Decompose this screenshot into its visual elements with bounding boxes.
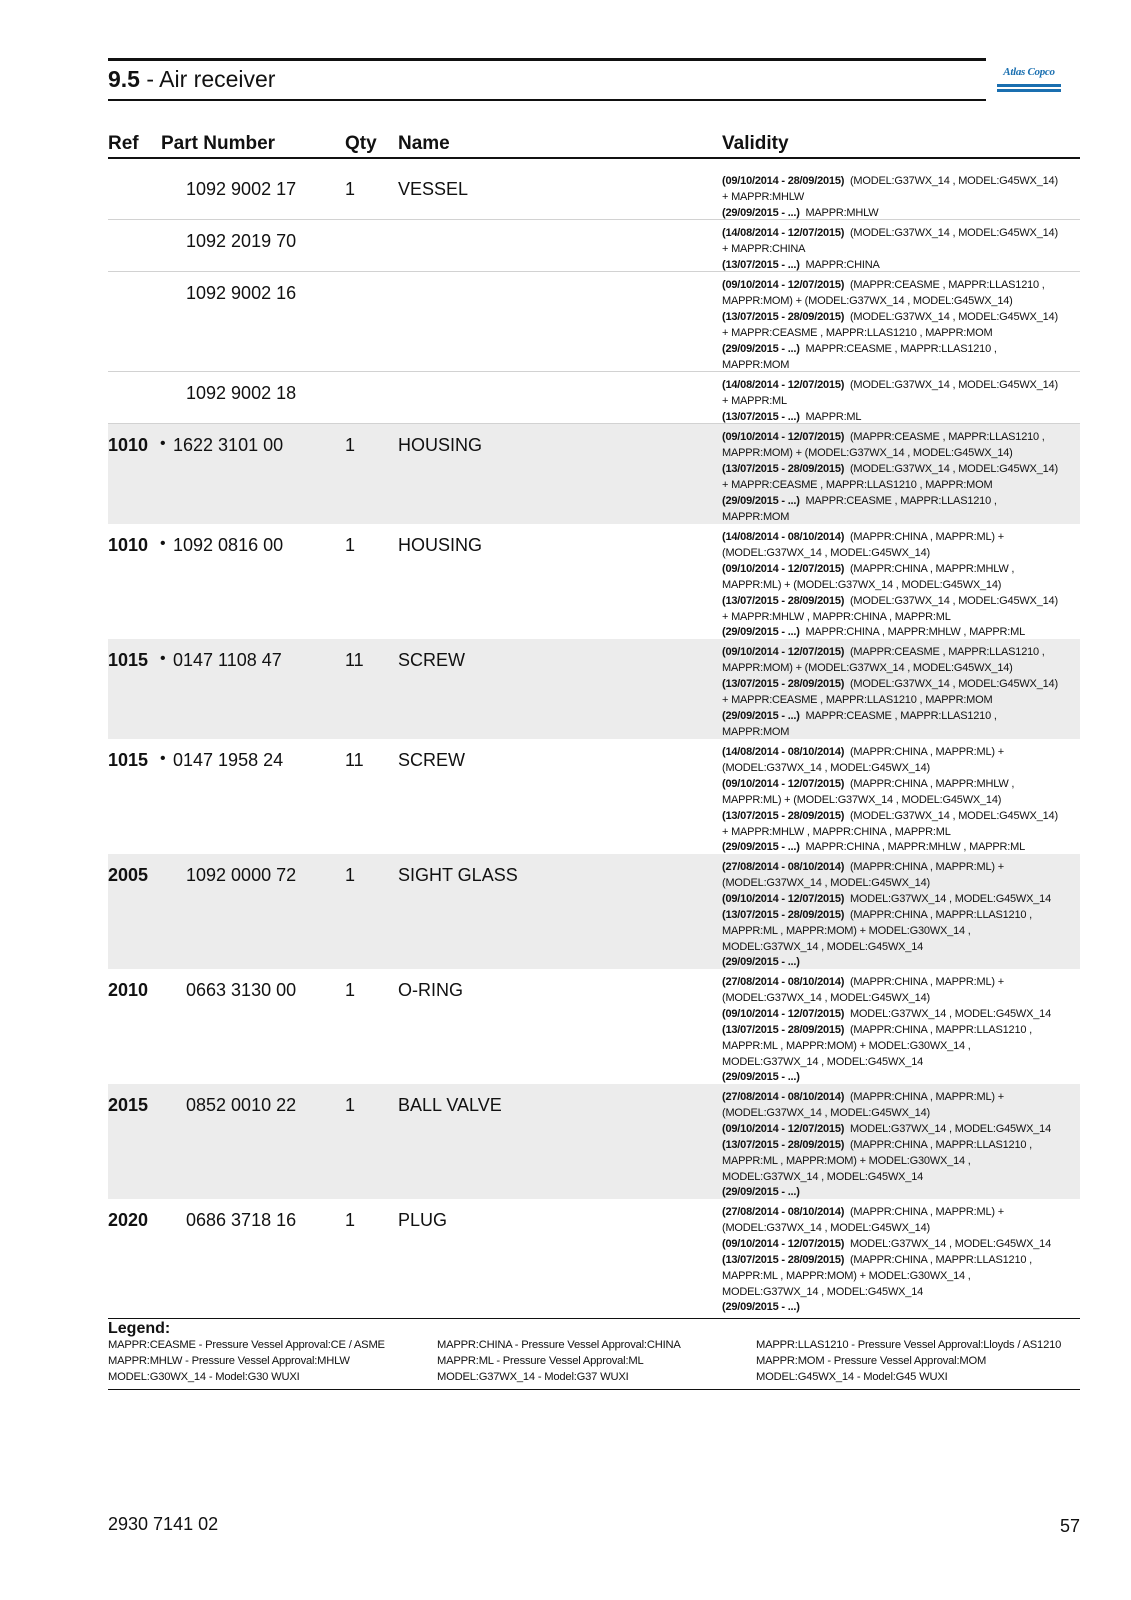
validity-date-range: (27/08/2014 - 08/10/2014) (722, 1206, 845, 1218)
validity-condition: (MODEL:G37WX_14 , MODEL:G45WX_14) (849, 462, 1058, 475)
validity-date-range: (09/10/2014 - 12/07/2015) (722, 431, 845, 443)
table-row (108, 854, 1080, 969)
validity-line (722, 1237, 1077, 1253)
validity-condition: MAPPR:CEASME , MAPPR:LLAS1210 , (805, 494, 997, 507)
validity-date-range: (29/09/2015 - ...) (722, 206, 800, 219)
validity-line (722, 278, 1077, 294)
validity-line (722, 876, 1077, 892)
validity-condition: MODEL:G37WX_14 , MODEL:G45WX_14 (849, 1237, 1051, 1250)
validity-line (722, 1269, 1077, 1285)
validity-line (722, 1253, 1077, 1269)
validity-line (722, 174, 1077, 190)
ref-number: 1010 (108, 435, 149, 455)
bullet-icon: • (160, 650, 166, 667)
validity-line (722, 1221, 1077, 1237)
validity-condition: MODEL:G37WX_14 , MODEL:G45WX_14 (722, 1285, 924, 1298)
header-bottom-rule (108, 99, 986, 101)
validity-line (722, 378, 1077, 394)
validity-condition: MAPPR:MOM) + (MODEL:G37WX_14 , MODEL:G45WX_14) (722, 661, 1013, 674)
validity-condition: MAPPR:ML , MAPPR:MOM) + MODEL:G30WX_14 , (722, 1269, 971, 1282)
table-row (108, 272, 1080, 372)
ref-number: 2010 (108, 980, 149, 1000)
validity-condition: + MAPPR:CEASME , MAPPR:LLAS1210 , MAPPR:MOM (722, 693, 993, 706)
validity-line (722, 940, 1077, 956)
part-number: 1092 2019 70 (186, 231, 297, 251)
validity-condition: (MAPPR:CHINA , MAPPR:ML) + (849, 531, 1004, 543)
validity-condition: (MAPPR:CHINA , MAPPR:LLAS1210 , (849, 908, 1033, 921)
page-title (108, 64, 275, 94)
validity-date-range: (29/09/2015 - ...) (722, 1186, 800, 1199)
validity-line (722, 1106, 1077, 1122)
validity-condition: (MODEL:G37WX_14 , MODEL:G45WX_14) (849, 227, 1058, 239)
ref-number: 2020 (108, 1210, 149, 1230)
validity-date-range: (09/10/2014 - 12/07/2015) (722, 892, 845, 905)
part-name: BALL VALVE (398, 1095, 502, 1115)
validity-cell (722, 174, 1077, 222)
validity-line (722, 745, 1077, 761)
part-number: 1092 0816 00 (173, 535, 284, 555)
column-header-ref: Ref (108, 133, 139, 154)
validity-line (722, 645, 1077, 661)
validity-cell (722, 430, 1077, 525)
validity-date-range: (09/10/2014 - 12/07/2015) (722, 1237, 845, 1250)
validity-line (722, 1039, 1077, 1055)
validity-condition: MAPPR:MOM) + (MODEL:G37WX_14 , MODEL:G45WX_14) (722, 294, 1013, 307)
validity-date-range: (27/08/2014 - 08/10/2014) (722, 976, 845, 988)
validity-date-range: (14/08/2014 - 08/10/2014) (722, 531, 845, 543)
part-number: 1622 3101 00 (173, 435, 284, 455)
validity-date-range: (14/08/2014 - 12/07/2015) (722, 227, 845, 239)
part-number: 0147 1108 47 (173, 650, 282, 670)
validity-date-range: (09/10/2014 - 12/07/2015) (722, 777, 845, 790)
validity-condition: (MODEL:G37WX_14 , MODEL:G45WX_14) (849, 310, 1058, 323)
bullet-icon: • (160, 435, 166, 452)
validity-condition: (MAPPR:CEASME , MAPPR:LLAS1210 , (849, 279, 1045, 291)
table-row (108, 739, 1080, 854)
validity-condition: (MODEL:G37WX_14 , MODEL:G45WX_14) (722, 876, 930, 889)
column-header-rule (108, 157, 1080, 159)
validity-line (722, 546, 1077, 562)
part-number: 1092 9002 17 (186, 179, 297, 199)
validity-condition: (MODEL:G37WX_14 , MODEL:G45WX_14) (849, 594, 1058, 607)
validity-condition: (MODEL:G37WX_14 , MODEL:G45WX_14) (722, 761, 930, 774)
validity-condition: + MAPPR:MHLW , MAPPR:CHINA , MAPPR:ML (722, 610, 951, 623)
legend-item: MAPPR:MHLW - Pressure Vessel Approval:MHLW (108, 1355, 350, 1367)
part-name: SCREW (398, 750, 465, 770)
validity-line (722, 1023, 1077, 1039)
legend-item: MODEL:G30WX_14 - Model:G30 WUXI (108, 1371, 300, 1383)
validity-date-range: (29/09/2015 - ...) (722, 494, 800, 507)
validity-date-range: (29/09/2015 - ...) (722, 342, 800, 355)
part-number: 1092 9002 18 (186, 383, 297, 403)
validity-condition: (MODEL:G37WX_14 , MODEL:G45WX_14) (849, 677, 1058, 690)
column-header-qty: Qty (345, 133, 377, 154)
validity-line (722, 430, 1077, 446)
document-number: 2930 7141 02 (108, 1514, 219, 1534)
validity-condition: + MAPPR:MHLW (722, 190, 805, 203)
validity-condition: (MODEL:G37WX_14 , MODEL:G45WX_14) (722, 991, 930, 1004)
validity-condition: (MAPPR:CHINA , MAPPR:ML) + (849, 1091, 1004, 1103)
validity-date-range: (13/07/2015 - 28/09/2015) (722, 1023, 845, 1036)
validity-line (722, 1138, 1077, 1154)
validity-condition: + MAPPR:CHINA (722, 242, 806, 255)
validity-line (722, 709, 1077, 725)
validity-line (722, 610, 1077, 626)
part-number: 0852 0010 22 (186, 1095, 297, 1115)
validity-line (722, 342, 1077, 358)
validity-condition: + MAPPR:CEASME , MAPPR:LLAS1210 , MAPPR:MOM (722, 478, 993, 491)
legend-item: MODEL:G37WX_14 - Model:G37 WUXI (437, 1371, 629, 1383)
validity-line (722, 190, 1077, 206)
validity-cell (722, 645, 1077, 740)
legend-item: MODEL:G45WX_14 - Model:G45 WUXI (756, 1371, 948, 1383)
validity-line (722, 1007, 1077, 1023)
quantity: 1 (345, 1210, 356, 1230)
validity-line (722, 677, 1077, 693)
section-number: 9.5 (108, 66, 140, 92)
validity-date-range: (13/07/2015 - 28/09/2015) (722, 1138, 845, 1151)
logo-bar-top (997, 84, 1061, 87)
validity-line (722, 1055, 1077, 1071)
validity-cell (722, 860, 1077, 971)
legend-item: MAPPR:CEASME - Pressure Vessel Approval:CE / ASME (108, 1339, 385, 1351)
validity-line (722, 975, 1077, 991)
bullet-icon: • (160, 535, 166, 552)
validity-line (722, 991, 1077, 1007)
validity-condition: MAPPR:MOM (722, 510, 790, 523)
validity-date-range: (29/09/2015 - ...) (722, 626, 800, 639)
validity-line (722, 462, 1077, 478)
validity-condition: (MAPPR:CHINA , MAPPR:ML) + (849, 861, 1004, 873)
table-row (108, 424, 1080, 524)
validity-line (722, 1090, 1077, 1106)
validity-condition: MAPPR:ML (805, 410, 862, 423)
column-header-part-number: Part Number (161, 133, 276, 154)
validity-line (722, 594, 1077, 610)
validity-condition: MAPPR:ML) + (MODEL:G37WX_14 , MODEL:G45WX_14) (722, 578, 1002, 591)
legend-bottom-rule (108, 1389, 1080, 1390)
validity-date-range: (09/10/2014 - 12/07/2015) (722, 279, 845, 291)
validity-date-range: (27/08/2014 - 08/10/2014) (722, 1091, 845, 1103)
header-top-rule (108, 58, 986, 61)
validity-condition: (MAPPR:CHINA , MAPPR:MHLW , (849, 777, 1015, 790)
part-name: O-RING (398, 980, 463, 1000)
quantity: 1 (345, 1095, 356, 1115)
validity-date-range: (09/10/2014 - 28/09/2015) (722, 175, 845, 187)
validity-date-range: (13/07/2015 - 28/09/2015) (722, 908, 845, 921)
table-row (108, 168, 1080, 220)
validity-condition: MAPPR:ML , MAPPR:MOM) + MODEL:G30WX_14 , (722, 1039, 971, 1052)
validity-condition: MAPPR:CEASME , MAPPR:LLAS1210 , (805, 709, 997, 722)
table-row (108, 372, 1080, 424)
validity-date-range: (13/07/2015 - 28/09/2015) (722, 1253, 845, 1266)
validity-cell (722, 975, 1077, 1086)
part-name: VESSEL (398, 179, 469, 199)
validity-line (722, 1154, 1077, 1170)
validity-cell (722, 1205, 1077, 1316)
validity-date-range: (09/10/2014 - 12/07/2015) (722, 1122, 845, 1135)
validity-condition: MAPPR:CEASME , MAPPR:LLAS1210 , (805, 342, 997, 355)
validity-line (722, 310, 1077, 326)
validity-date-range: (14/08/2014 - 12/07/2015) (722, 379, 845, 391)
part-name: SIGHT GLASS (398, 865, 518, 885)
validity-line (722, 294, 1077, 310)
validity-date-range: (27/08/2014 - 08/10/2014) (722, 861, 845, 873)
ref-number: 2005 (108, 865, 149, 885)
quantity: 1 (345, 865, 356, 885)
ref-number: 1010 (108, 535, 149, 555)
validity-line (722, 661, 1077, 677)
part-name: HOUSING (398, 535, 483, 555)
validity-date-range: (29/09/2015 - ...) (722, 1301, 800, 1314)
validity-line (722, 446, 1077, 462)
validity-line (722, 924, 1077, 940)
validity-condition: MAPPR:ML , MAPPR:MOM) + MODEL:G30WX_14 , (722, 924, 971, 937)
legend-title: Legend: (108, 1320, 171, 1337)
validity-condition: (MAPPR:CHINA , MAPPR:LLAS1210 , (849, 1138, 1033, 1151)
page-number: 57 (1059, 1516, 1080, 1536)
validity-condition: (MAPPR:CHINA , MAPPR:LLAS1210 , (849, 1023, 1033, 1036)
validity-condition: (MAPPR:CHINA , MAPPR:MHLW , (849, 562, 1015, 575)
validity-cell (722, 745, 1077, 856)
logo-bar-bottom (997, 89, 1061, 92)
validity-date-range: (29/09/2015 - ...) (722, 1071, 800, 1084)
table-row (108, 969, 1080, 1084)
validity-cell (722, 278, 1077, 373)
validity-cell (722, 1090, 1077, 1201)
ref-number: 1015 (108, 650, 149, 670)
validity-line (722, 494, 1077, 510)
column-header-name: Name (398, 133, 450, 154)
validity-line (722, 478, 1077, 494)
validity-condition: MODEL:G37WX_14 , MODEL:G45WX_14 (849, 1122, 1051, 1135)
validity-condition: (MODEL:G37WX_14 , MODEL:G45WX_14) (849, 175, 1058, 187)
part-name: SCREW (398, 650, 465, 670)
part-number: 1092 9002 16 (186, 283, 297, 303)
validity-line (722, 326, 1077, 342)
ref-number: 1015 (108, 750, 149, 770)
validity-line (722, 1300, 1077, 1316)
validity-line (722, 892, 1077, 908)
validity-condition: + MAPPR:MHLW , MAPPR:CHINA , MAPPR:ML (722, 825, 951, 838)
validity-line (722, 777, 1077, 793)
validity-date-range: (09/10/2014 - 12/07/2015) (722, 1007, 845, 1020)
validity-line (722, 860, 1077, 876)
legend-top-rule (108, 1318, 1080, 1319)
part-name: PLUG (398, 1210, 448, 1230)
validity-line (722, 1170, 1077, 1186)
validity-line (722, 793, 1077, 809)
validity-line (722, 394, 1077, 410)
validity-condition: + MAPPR:ML (722, 394, 787, 407)
validity-condition: (MODEL:G37WX_14 , MODEL:G45WX_14) (722, 1106, 930, 1119)
validity-line (722, 1205, 1077, 1221)
part-name: HOUSING (398, 435, 483, 455)
validity-line (722, 578, 1077, 594)
table-row (108, 524, 1080, 639)
validity-cell (722, 226, 1077, 274)
validity-condition: MAPPR:MOM) + (MODEL:G37WX_14 , MODEL:G45WX_14) (722, 446, 1013, 459)
validity-line (722, 761, 1077, 777)
validity-line (722, 693, 1077, 709)
validity-line (722, 1285, 1077, 1301)
validity-date-range: (13/07/2015 - 28/09/2015) (722, 809, 845, 822)
validity-cell (722, 378, 1077, 426)
validity-condition: MAPPR:MOM (722, 725, 790, 738)
validity-line (722, 226, 1077, 242)
validity-line (722, 242, 1077, 258)
validity-date-range: (13/07/2015 - ...) (722, 410, 800, 423)
validity-condition: MODEL:G37WX_14 , MODEL:G45WX_14 (849, 892, 1051, 905)
validity-condition: MAPPR:CHINA , MAPPR:MHLW , MAPPR:ML (805, 626, 1026, 639)
legend-item: MAPPR:CHINA - Pressure Vessel Approval:CHINA (437, 1339, 681, 1351)
part-number: 1092 0000 72 (186, 865, 297, 885)
validity-line (722, 530, 1077, 546)
validity-condition: MAPPR:MOM (722, 358, 790, 371)
validity-condition: MAPPR:CHINA , MAPPR:MHLW , MAPPR:ML (805, 841, 1026, 854)
table-row (108, 639, 1080, 739)
validity-line (722, 825, 1077, 841)
table-row (108, 1199, 1080, 1314)
validity-date-range: (14/08/2014 - 08/10/2014) (722, 746, 845, 758)
parts-table (108, 168, 1080, 1314)
validity-condition: MAPPR:ML) + (MODEL:G37WX_14 , MODEL:G45WX_14) (722, 793, 1002, 806)
validity-condition: (MAPPR:CHINA , MAPPR:ML) + (849, 976, 1004, 988)
validity-date-range: (29/09/2015 - ...) (722, 956, 800, 969)
quantity: 1 (345, 980, 356, 1000)
column-header-validity: Validity (722, 133, 789, 154)
validity-date-range: (09/10/2014 - 12/07/2015) (722, 646, 845, 658)
validity-condition: (MAPPR:CEASME , MAPPR:LLAS1210 , (849, 431, 1045, 443)
validity-date-range: (13/07/2015 - ...) (722, 258, 800, 271)
validity-condition: (MODEL:G37WX_14 , MODEL:G45WX_14) (722, 546, 930, 559)
validity-condition: (MAPPR:CHINA , MAPPR:ML) + (849, 1206, 1004, 1218)
validity-condition: (MAPPR:CHINA , MAPPR:ML) + (849, 746, 1004, 758)
validity-condition: (MODEL:G37WX_14 , MODEL:G45WX_14) (722, 1221, 930, 1234)
validity-date-range: (09/10/2014 - 12/07/2015) (722, 562, 845, 575)
validity-condition: (MODEL:G37WX_14 , MODEL:G45WX_14) (849, 379, 1058, 391)
validity-condition: (MAPPR:CHINA , MAPPR:LLAS1210 , (849, 1253, 1033, 1266)
part-number: 0147 1958 24 (173, 750, 284, 770)
validity-line (722, 908, 1077, 924)
validity-condition: + MAPPR:CEASME , MAPPR:LLAS1210 , MAPPR:MOM (722, 326, 993, 339)
validity-condition: MAPPR:CHINA (805, 258, 880, 271)
quantity: 1 (345, 435, 356, 455)
legend-item: MAPPR:MOM - Pressure Vessel Approval:MOM (756, 1355, 987, 1367)
validity-date-range: (29/09/2015 - ...) (722, 709, 800, 722)
validity-condition: MODEL:G37WX_14 , MODEL:G45WX_14 (849, 1007, 1051, 1020)
ref-number: 2015 (108, 1095, 149, 1115)
validity-condition: MAPPR:ML , MAPPR:MOM) + MODEL:G30WX_14 , (722, 1154, 971, 1167)
quantity: 11 (345, 750, 364, 770)
validity-date-range: (13/07/2015 - 28/09/2015) (722, 677, 845, 690)
validity-line (722, 809, 1077, 825)
validity-condition: (MAPPR:CEASME , MAPPR:LLAS1210 , (849, 646, 1045, 658)
validity-line (722, 1122, 1077, 1138)
table-row (108, 220, 1080, 272)
legend-item: MAPPR:LLAS1210 - Pressure Vessel Approval:Lloyds / AS1210 (756, 1339, 1062, 1351)
quantity: 1 (345, 535, 356, 555)
validity-date-range: (13/07/2015 - 28/09/2015) (722, 310, 845, 323)
validity-condition: MODEL:G37WX_14 , MODEL:G45WX_14 (722, 940, 924, 953)
part-number: 0686 3718 16 (186, 1210, 297, 1230)
validity-line (722, 562, 1077, 578)
quantity: 11 (345, 650, 364, 670)
bullet-icon: • (160, 750, 166, 767)
validity-date-range: (13/07/2015 - 28/09/2015) (722, 462, 845, 475)
validity-cell (722, 530, 1077, 641)
validity-condition: (MODEL:G37WX_14 , MODEL:G45WX_14) (849, 809, 1058, 822)
table-row (108, 1084, 1080, 1199)
logo-text: Atlas Copco (1003, 66, 1055, 78)
part-number: 0663 3130 00 (186, 980, 297, 1000)
validity-condition: MODEL:G37WX_14 , MODEL:G45WX_14 (722, 1170, 924, 1183)
quantity: 1 (345, 179, 356, 199)
legend-item: MAPPR:ML - Pressure Vessel Approval:ML (437, 1355, 644, 1367)
validity-date-range: (29/09/2015 - ...) (722, 841, 800, 854)
validity-condition: MODEL:G37WX_14 , MODEL:G45WX_14 (722, 1055, 924, 1068)
validity-date-range: (13/07/2015 - 28/09/2015) (722, 594, 845, 607)
atlas-copco-logo (997, 64, 1061, 94)
validity-condition: MAPPR:MHLW (805, 206, 879, 219)
section-title: - Air receiver (139, 66, 276, 92)
